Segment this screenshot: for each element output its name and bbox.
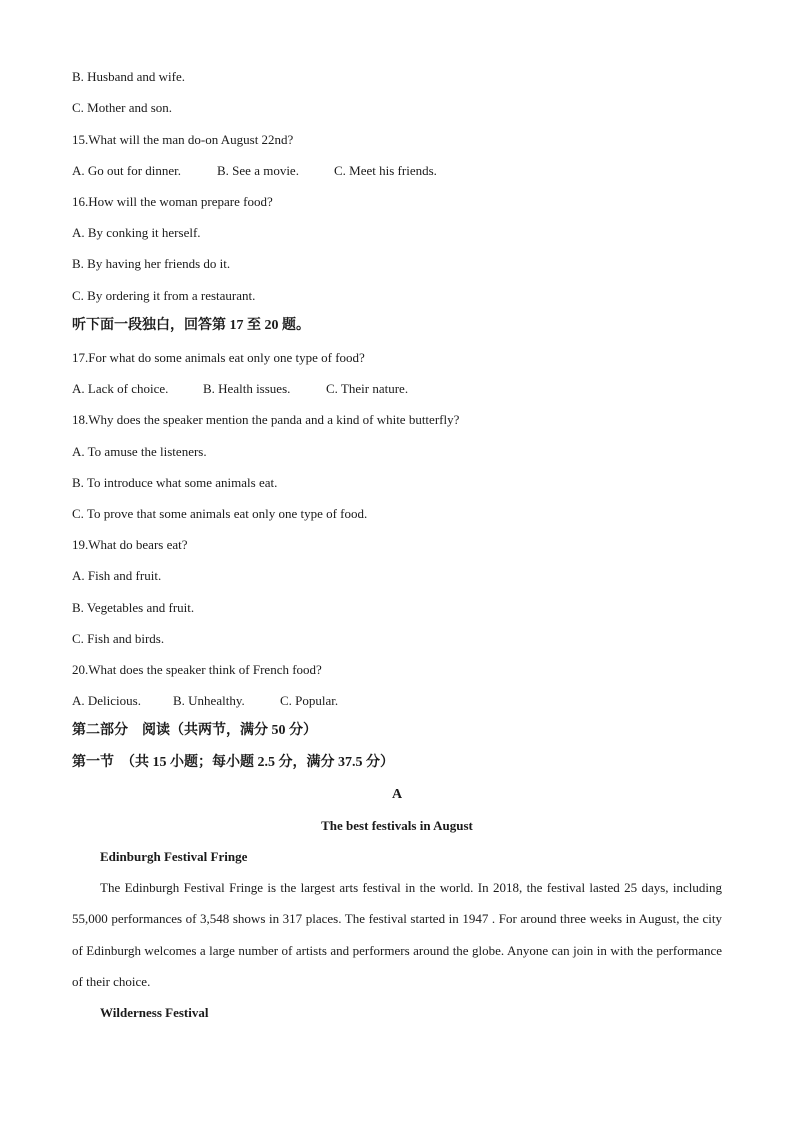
q16-option-a: A. By conking it herself. xyxy=(72,225,201,240)
q18-option-c: C. To prove that some animals eat only one type of food. xyxy=(72,506,368,521)
q19-option-c: C. Fish and birds. xyxy=(72,631,165,646)
q16-question: 16.How will the woman prepare food? xyxy=(72,194,273,209)
q17-question: 17.For what do some animals eat only one type of food? xyxy=(72,350,365,365)
q18-option-a: A. To amuse the listeners. xyxy=(72,444,207,459)
listening-section-heading: 听下面一段独白，回答第 17 至 20 题。 xyxy=(72,318,310,333)
reading-part-heading: 第二部分 阅读（共两节，满分 50 分） xyxy=(72,723,317,738)
q17-option-c: C. Their nature. xyxy=(326,381,409,396)
q16-option-c: C. By ordering it from a restaurant. xyxy=(72,288,256,303)
q20-option-a: A. Delicious. xyxy=(72,693,141,708)
q15-option-b: B. See a movie. xyxy=(217,163,299,178)
q15-option-c: C. Meet his friends. xyxy=(334,163,437,178)
q20-options xyxy=(72,693,338,709)
edinburgh-paragraph: The Edinburgh Festival Fringe is the largest arts festival in the world. In 2018, the festival lasted 25 days, including 55,000 performances of 3,548 shows in 317 places. The festival started in 1947 . For around three weeks in August, the city of Edinburgh welcomes a large number of artists and performers around the globe. Anyone can join in with the performance of their choice. xyxy=(72,880,722,989)
reading-section-heading: 第一节 （共 15 小题；每小题 2.5 分，满分 37.5 分） xyxy=(72,755,394,770)
passage-title: The best festivals in August xyxy=(321,818,473,833)
q16-option-b: B. By having her friends do it. xyxy=(72,256,231,271)
q20-question: 20.What does the speaker think of French food? xyxy=(72,662,322,677)
q14-option-c: C. Mother and son. xyxy=(72,100,173,115)
q15-option-a: A. Go out for dinner. xyxy=(72,163,182,178)
q17-options xyxy=(72,381,408,397)
q18-option-b: B. To introduce what some animals eat. xyxy=(72,475,278,490)
festival-heading-edinburgh: Edinburgh Festival Fringe xyxy=(100,849,248,864)
q20-option-b: B. Unhealthy. xyxy=(173,693,245,708)
q19-option-a: A. Fish and fruit. xyxy=(72,568,162,583)
q19-question: 19.What do bears eat? xyxy=(72,537,188,552)
q18-question: 18.Why does the speaker mention the panda and a kind of white butterfly? xyxy=(72,412,460,427)
q15-options xyxy=(72,163,437,179)
q15-question: 15.What will the man do-on August 22nd? xyxy=(72,132,294,147)
festival-heading-wilderness: Wilderness Festival xyxy=(100,1005,209,1020)
q14-option-b: B. Husband and wife. xyxy=(72,69,186,84)
q19-option-b: B. Vegetables and fruit. xyxy=(72,600,195,615)
q20-option-c: C. Popular. xyxy=(280,693,339,708)
q17-option-a: A. Lack of choice. xyxy=(72,381,169,396)
q17-option-b: B. Health issues. xyxy=(203,381,291,396)
passage-letter: A xyxy=(391,787,403,802)
